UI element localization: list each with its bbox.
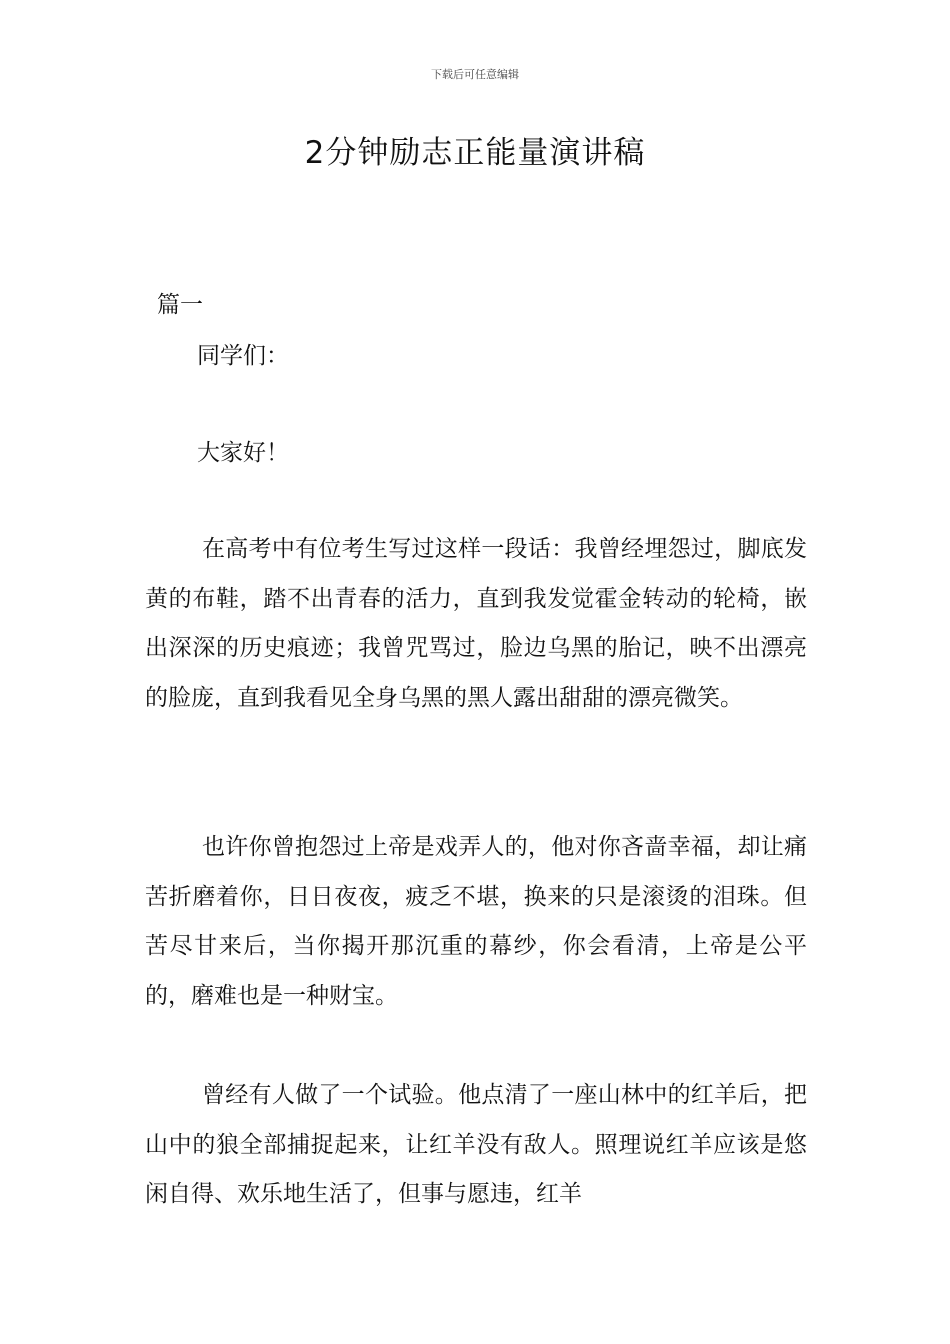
greeting: 大家好！	[197, 440, 289, 466]
paragraph-2: 也许你曾抱怨过上帝是戏弄人的，他对你吝啬幸福，却让痛苦折磨着你，日日夜夜，疲乏不堪，换来的只是滚烫的泪珠。但苦尽甘来后，当你揭开那沉重的幕纱，你会看清，上帝是公平的，磨难也是一种财宝。	[145, 834, 807, 1009]
paragraph-3: 曾经有人做了一个试验。他点清了一座山林中的红羊后，把山中的狼全部捕捉起来，让红羊没有敌人。照理说红羊应该是悠闲自得、欢乐地生活了，但事与愿违，红羊	[145, 1082, 807, 1208]
paragraph-1: 在高考中有位考生写过这样一段话：我曾经埋怨过，脚底发黄的布鞋，踏不出青春的活力，直到我发觉霍金转动的轮椅，嵌出深深的历史痕迹；我曾咒骂过，脸边乌黑的胎记，映不出漂亮的脸庞，直到我看见全身乌黑的黑人露出甜甜的漂亮微笑。	[145, 536, 807, 711]
document-title: 2分钟励志正能量演讲稿	[304, 135, 646, 171]
salutation: 同学们：	[197, 343, 289, 369]
section-label: 篇一	[157, 292, 203, 318]
header-note: 下载后可任意编辑	[431, 68, 519, 81]
